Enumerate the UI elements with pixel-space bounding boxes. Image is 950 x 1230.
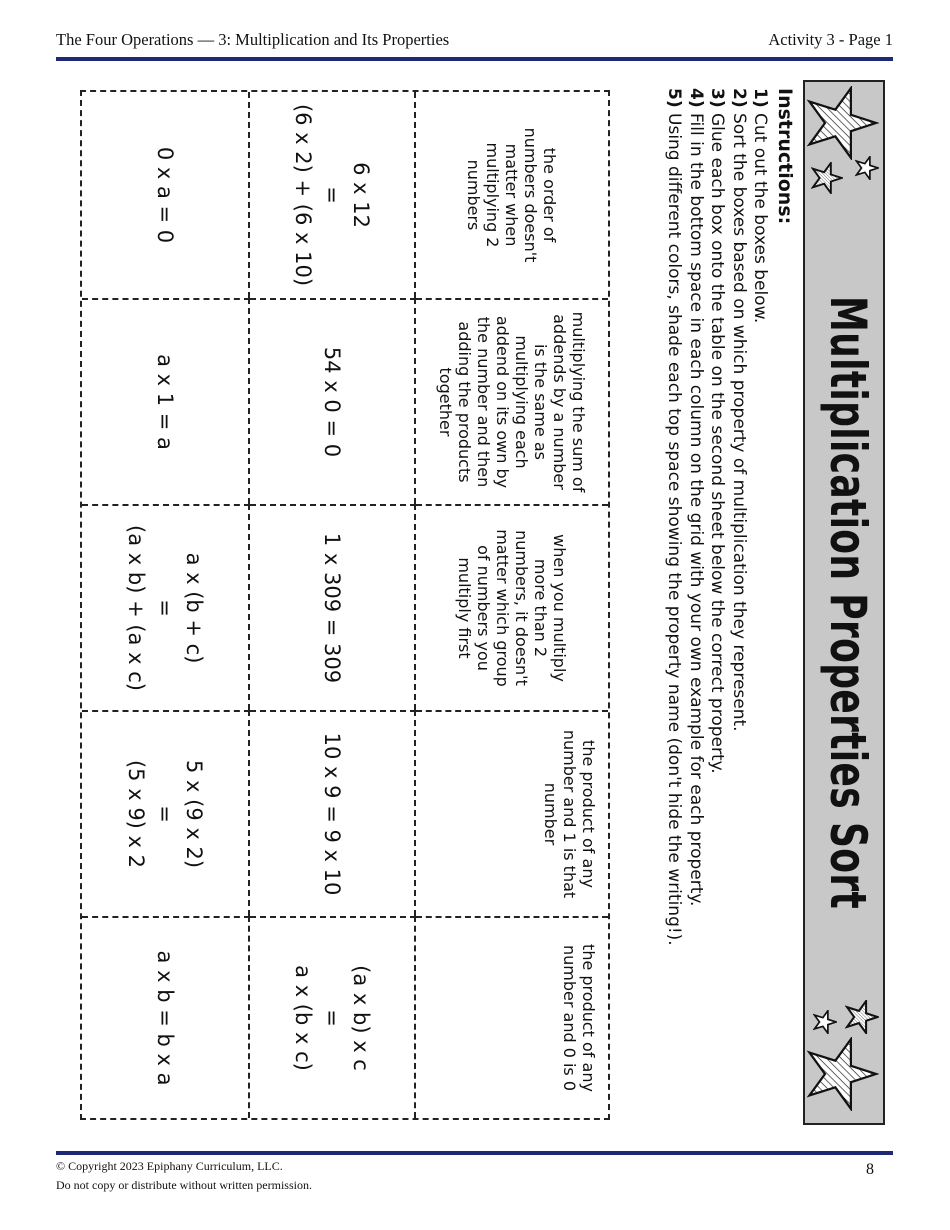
grid-box[interactable]: a x b = b x a [82, 916, 250, 1118]
grid-box[interactable]: 6 x 12 = (6 x 2) + (6 x 10) [250, 92, 416, 298]
instruction-item: 4) Fill in the bottom space in each column on the grid with your own example for each property. [686, 88, 706, 907]
instructions [663, 88, 795, 1088]
star-small-right-icon [845, 1000, 879, 1034]
worksheet-title: Multiplication Properties Sort [819, 295, 877, 910]
grid-box[interactable]: 5 x (9 x 2) = (5 x 9) x 2 [82, 710, 250, 916]
worksheet [75, 80, 885, 1120]
star-large-left-icon [805, 86, 879, 160]
header-rule [56, 57, 893, 61]
activity-page-label: Activity 3 - Page 1 [768, 30, 893, 49]
page-number: 8 [866, 1161, 874, 1178]
grid-box[interactable]: 0 x a = 0 [82, 92, 250, 298]
cut-out-grid [80, 90, 610, 1120]
grid-box[interactable]: (a x b) x c = a x (b x c) [250, 916, 416, 1118]
grid-box[interactable]: 1 x 309 = 309 [250, 504, 416, 710]
grid-box[interactable]: 54 x 0 = 0 [250, 298, 416, 504]
grid-box[interactable]: a x (b + c) = (a x b) + (a x c) [82, 504, 250, 710]
distribution-notice: Do not copy or distribute without written permission. [56, 1178, 312, 1192]
instruction-item: 3) Glue each box onto the table on the second sheet below the correct property. [707, 88, 728, 774]
star-large-right-icon [805, 1037, 879, 1111]
star-tiny-right-icon [813, 1010, 837, 1034]
grid-box[interactable]: the product of any number and 1 is that number [416, 710, 608, 916]
footer-rule [56, 1151, 893, 1155]
grid-box[interactable]: the order of numbers doesn't matter when multiplying 2 numbers [464, 127, 560, 263]
star-small-left-icon [811, 162, 843, 194]
grid-box[interactable]: the product of any number and 0 is 0 [416, 916, 608, 1118]
title-banner [803, 80, 885, 1125]
grid-box[interactable]: a x 1 = a [82, 298, 250, 504]
copyright-text: © Copyright 2023 Epiphany Curriculum, LLC. [56, 1159, 283, 1173]
header-title: The Four Operations — 3: Multiplication and Its Properties [56, 30, 450, 49]
instruction-item: 1) Cut out the boxes below. [750, 88, 771, 324]
grid-box[interactable]: multiplying the sum of addends by a number is the same as multiplying each addend on its own by the number and then adding the products together [416, 298, 608, 504]
grid-box[interactable]: 10 x 9 = 9 x 10 [250, 710, 416, 916]
instructions-heading: Instructions: [774, 88, 796, 225]
instruction-item: 5) Using different colors, shade each top space showing the property name (don't hide the writing!). [664, 88, 685, 946]
grid-box[interactable]: when you multiply more than 2 numbers, it doesn't matter which group of numbers you multiply first [416, 504, 608, 710]
star-tiny-left-icon [855, 156, 879, 180]
instruction-item: 2) Sort the boxes based on which property of multiplication they represent. [729, 88, 749, 732]
